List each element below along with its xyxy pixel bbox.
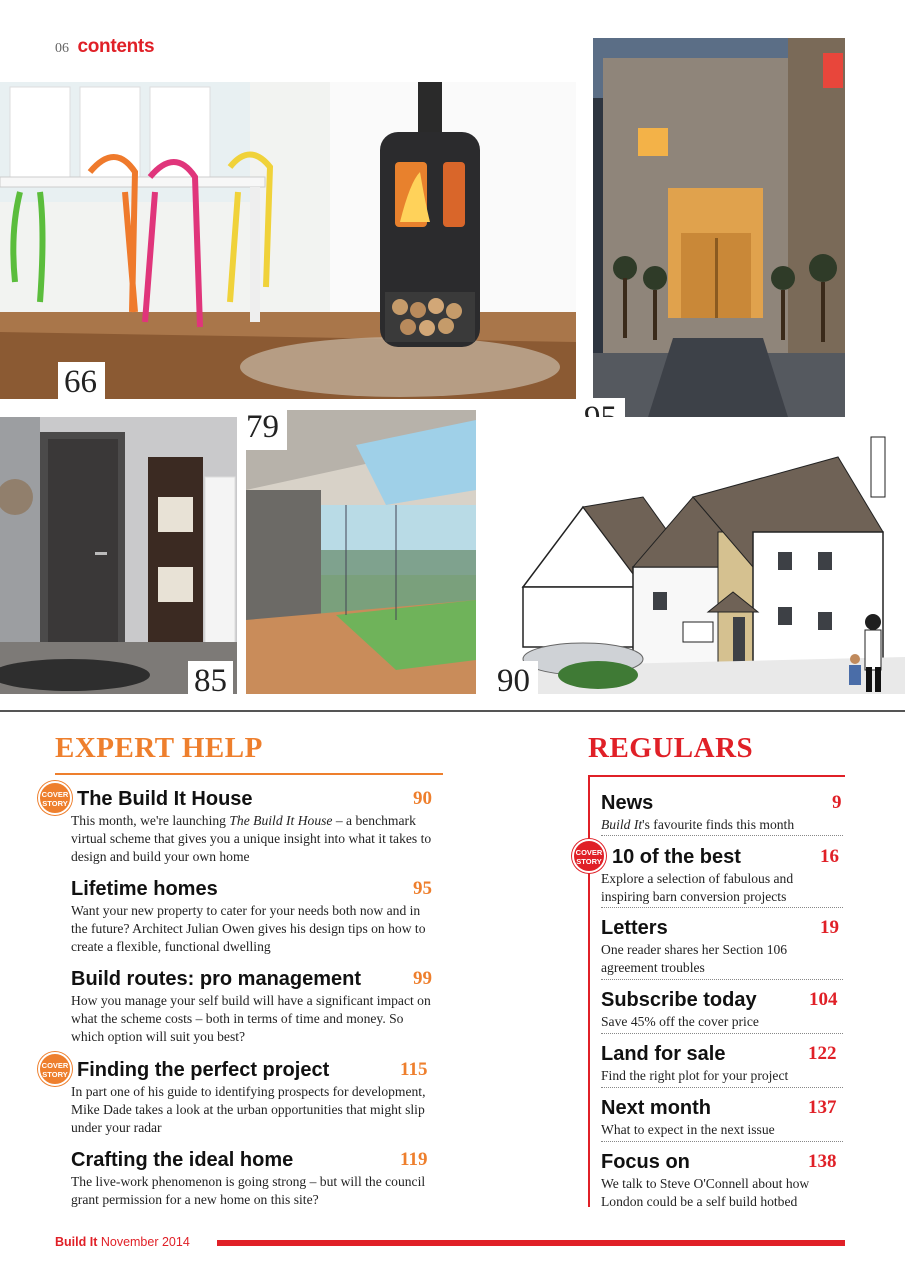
expert-help-title: EXPERT HELP [55, 732, 263, 764]
item-title: Land for sale [601, 1043, 726, 1065]
cover-story-badge: COVER STORY [38, 1052, 72, 1086]
photo-page-85: 85 [188, 661, 233, 702]
item-desc: Build It's favourite finds this month [601, 817, 795, 832]
expert-help-rule [55, 773, 443, 775]
regular-separator [601, 907, 843, 908]
footer [55, 1235, 190, 1249]
regular-separator [601, 835, 843, 836]
footer-issue: November 2014 [100, 1235, 190, 1249]
item-title: The Build It House [77, 788, 253, 810]
regulars-title: REGULARS [588, 732, 754, 764]
item-desc: We talk to Steve O'Connell about how London could be a self build hotbed [601, 1176, 810, 1209]
item-title: Focus on [601, 1151, 690, 1173]
item-title: Next month [601, 1097, 711, 1119]
item-page: 9 [832, 792, 842, 813]
item-page: 95 [413, 878, 432, 899]
regular-separator [601, 979, 843, 980]
regular-item-letters[interactable] [601, 916, 843, 977]
page-header [55, 36, 154, 58]
footer-brand: Build It [55, 1235, 98, 1249]
item-title: Lifetime homes [71, 878, 218, 900]
expert-item-perfect-project[interactable] [71, 1058, 437, 1137]
regular-separator [601, 1033, 843, 1034]
regular-item-focus-on[interactable] [601, 1150, 843, 1211]
item-desc: How you manage your self build will have a significant impact on what the scheme costs – both in terms of time and money. So which option will suit you best? [71, 993, 431, 1044]
item-title: Subscribe today [601, 989, 757, 1011]
cover-story-badge: COVER STORY [572, 839, 606, 873]
regular-separator [601, 1087, 843, 1088]
item-page: 138 [808, 1151, 837, 1172]
item-page: 137 [808, 1097, 837, 1118]
photo-sketch-house[interactable] [493, 417, 905, 699]
item-desc: In part one of his guide to identifying prospects for development, Mike Dade takes a look at the urban opportunities that might slip under your radar [71, 1084, 426, 1135]
footer-bar [217, 1240, 845, 1246]
section-divider [0, 710, 905, 712]
photo-house-front[interactable] [593, 38, 845, 433]
item-desc: Save 45% off the cover price [601, 1014, 759, 1029]
item-page: 119 [400, 1149, 428, 1170]
regular-item-10-best[interactable] [601, 845, 843, 906]
regular-item-subscribe[interactable] [601, 988, 843, 1031]
expert-item-lifetime-homes[interactable] [71, 877, 437, 956]
item-page: 19 [820, 917, 839, 938]
photo-page-79: 79 [240, 407, 287, 450]
item-page: 115 [400, 1059, 428, 1080]
item-desc: Want your new property to cater for your needs both now and in the future? Architect Julian Owen gives his design tips on how to create a flexible, functional dwelling [71, 903, 426, 954]
item-title: Finding the perfect project [77, 1059, 330, 1081]
item-page: 16 [820, 846, 839, 867]
item-desc: This month, we're launching The Build It House – a benchmark virtual scheme that gives you a unique insight into what it takes to design and build your own home [71, 813, 432, 864]
sketch-house-illustration [493, 417, 905, 694]
stove-illustration [0, 82, 576, 399]
item-desc: One reader shares her Section 106 agreement troubles [601, 942, 788, 975]
regulars-rule [588, 775, 845, 777]
glass-extension-illustration [246, 410, 476, 694]
item-desc: Find the right plot for your project [601, 1068, 789, 1083]
doors-illustration [0, 417, 237, 694]
expert-item-build-it-house[interactable] [71, 787, 437, 866]
photo-glass-extension[interactable] [246, 410, 476, 694]
cover-story-badge: COVER STORY [38, 781, 72, 815]
item-title: Build routes: pro management [71, 968, 362, 990]
item-page: 104 [809, 989, 838, 1010]
item-page: 122 [808, 1043, 837, 1064]
regular-item-next-month[interactable] [601, 1096, 843, 1139]
house-front-illustration [593, 38, 845, 433]
item-title: Letters [601, 917, 668, 939]
photo-doors[interactable] [0, 417, 237, 699]
item-desc: Explore a selection of fabulous and inspiring barn conversion projects [601, 871, 794, 904]
regular-item-land-for-sale[interactable] [601, 1042, 843, 1085]
item-page: 90 [413, 788, 432, 809]
photo-stove[interactable] [0, 82, 576, 399]
item-title: Crafting the ideal home [71, 1149, 294, 1171]
photo-page-66: 66 [58, 362, 105, 402]
item-desc: The live-work phenomenon is going strong – but will the council grant permission for a new home on this site? [71, 1174, 426, 1207]
item-desc: What to expect in the next issue [601, 1122, 775, 1137]
item-page: 99 [413, 968, 432, 989]
page-number: 06 [55, 41, 69, 56]
item-title: News [601, 792, 654, 814]
regular-item-news[interactable] [601, 791, 843, 834]
expert-item-build-routes[interactable] [71, 967, 437, 1046]
photo-page-90: 90 [489, 661, 538, 702]
section-label: contents [77, 36, 155, 57]
item-title: 10 of the best [612, 846, 741, 868]
expert-item-crafting-home[interactable] [71, 1148, 437, 1209]
regular-separator [601, 1141, 843, 1142]
